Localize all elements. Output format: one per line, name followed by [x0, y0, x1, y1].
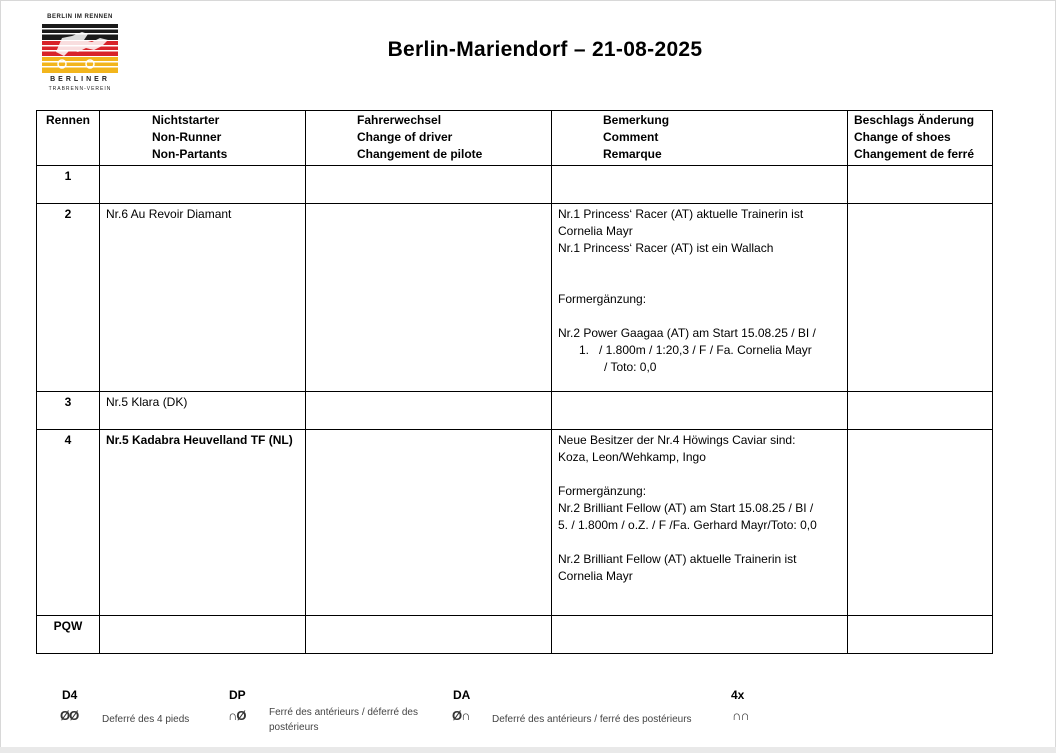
logo-name: BERLINER [50, 76, 110, 83]
table-row [37, 430, 993, 616]
comment-line: Cornelia Mayr [558, 224, 633, 238]
table-row [37, 616, 993, 654]
header-shoes-change [848, 111, 993, 166]
driver-change-cell [306, 430, 552, 616]
comment-list-line [558, 342, 841, 359]
legend-text: Ferré des antérieurs / déferré des postérieurs [269, 707, 418, 733]
shoes-change-cell [848, 616, 993, 654]
driver-change-cell [306, 166, 552, 204]
shoe-on-off-icon: ∩Ø [228, 708, 246, 723]
comment-cell [552, 430, 848, 616]
comment-line: Nr.2 Brilliant Fellow (AT) am Start 15.08.25 / BI / [558, 501, 814, 515]
comment-cell [552, 392, 848, 430]
race-number: 2 [37, 204, 100, 392]
non-starter-cell [100, 166, 306, 204]
legend-text: Deferré des antérieurs / ferré des postérieurs [492, 714, 692, 725]
logo-top-text: BERLIN IM RENNEN [47, 14, 113, 20]
legend-code: DP [229, 688, 246, 702]
bottom-strip [0, 747, 1056, 753]
comment-line: Nr.1 Princess‘ Racer (AT) aktuelle Trainerin ist [558, 207, 804, 221]
comment-line [558, 466, 841, 483]
comment-line [558, 257, 841, 274]
race-number: 1 [37, 166, 100, 204]
header-driver-change-en: Change of driver [357, 130, 453, 144]
comment-line: Nr.2 Power Gaagaa (AT) am Start 15.08.25 / BI / [558, 326, 816, 340]
legend-code: DA [453, 688, 471, 702]
header-driver-change-fr: Changement de pilote [357, 147, 483, 161]
comment-line: Nr.2 Brilliant Fellow (AT) aktuelle Trainerin ist [558, 552, 797, 566]
comment-list-text: / 1.800m / 1:20,3 / F / Fa. Cornelia Mayr [599, 343, 812, 357]
comment-line: Neue Besitzer der Nr.4 Höwings Caviar sind: [558, 433, 796, 447]
header-shoes-change-de: Beschlags Änderung [854, 113, 975, 127]
comment-cell [552, 204, 848, 392]
header-comment-en: Comment [603, 130, 659, 144]
shoe-off-on-icon: Ø∩ [452, 708, 470, 723]
legend-code: D4 [62, 688, 78, 702]
comment-line: Formergänzung: [558, 484, 647, 498]
header-shoes-change-fr: Changement de ferré [854, 147, 975, 161]
driver-change-cell [306, 392, 552, 430]
header-race-label: Rennen [45, 113, 90, 127]
race-number: 4 [37, 430, 100, 616]
header-driver-change [306, 111, 552, 166]
shoe-on-on-icon: ∩∩ [732, 708, 749, 723]
comment-line: Koza, Leon/Wehkamp, Ingo [558, 450, 706, 464]
shoes-change-cell [848, 430, 993, 616]
shoes-change-cell [848, 166, 993, 204]
header-comment-de: Bemerkung [603, 113, 670, 127]
non-starter-cell [100, 616, 306, 654]
non-starter-cell: Nr.6 Au Revoir Diamant [100, 204, 306, 392]
driver-change-cell [306, 616, 552, 654]
comment-cell [552, 166, 848, 204]
comment-line: Nr.1 Princess‘ Racer (AT) ist ein Wallach [558, 241, 774, 255]
comment-line [558, 274, 841, 291]
non-starter-cell: Nr.5 Kadabra Heuvelland TF (NL) [100, 430, 306, 616]
header-comment [552, 111, 848, 166]
comment-line: Cornelia Mayr [558, 569, 633, 583]
header-non-starter-de: Nichtstarter [152, 113, 220, 127]
comment-line [558, 534, 841, 551]
header-shoes-change-en: Change of shoes [854, 130, 951, 144]
shoes-change-cell [848, 392, 993, 430]
race-number: 3 [37, 392, 100, 430]
comment-line: Formergänzung: [558, 292, 647, 306]
non-starter-cell: Nr.5 Klara (DK) [100, 392, 306, 430]
table-header-row [37, 111, 993, 166]
header-comment-fr: Remarque [603, 147, 662, 161]
table-row [37, 204, 993, 392]
shoes-change-cell [848, 204, 993, 392]
header-non-starter-fr: Non-Partants [152, 147, 228, 161]
race-number: PQW [37, 616, 100, 654]
comment-line: 5. / 1.800m / o.Z. / F /Fa. Gerhard Mayr/Toto: 0,0 [558, 518, 817, 532]
comment-list-line: / Toto: 0,0 [604, 360, 657, 374]
shoe-off-off-icon: ØØ [60, 708, 79, 723]
header-non-starter-en: Non-Runner [152, 130, 222, 144]
header-driver-change-de: Fahrerwechsel [357, 113, 442, 127]
header-race [37, 111, 100, 166]
races-table [36, 110, 993, 654]
header-non-starter [100, 111, 306, 166]
driver-change-cell [306, 204, 552, 392]
comment-cell [552, 616, 848, 654]
table-row [37, 166, 993, 204]
logo-subtitle: TRABRENN-VEREIN [48, 86, 112, 92]
legend-code: 4x [731, 688, 745, 702]
legend-text: Deferré des 4 pieds [102, 714, 190, 725]
table-row [37, 392, 993, 430]
comment-line [558, 308, 841, 325]
comment-list-number: 1. [579, 343, 590, 357]
page-title: Berlin-Mariendorf – 21-08-2025 [387, 38, 703, 61]
